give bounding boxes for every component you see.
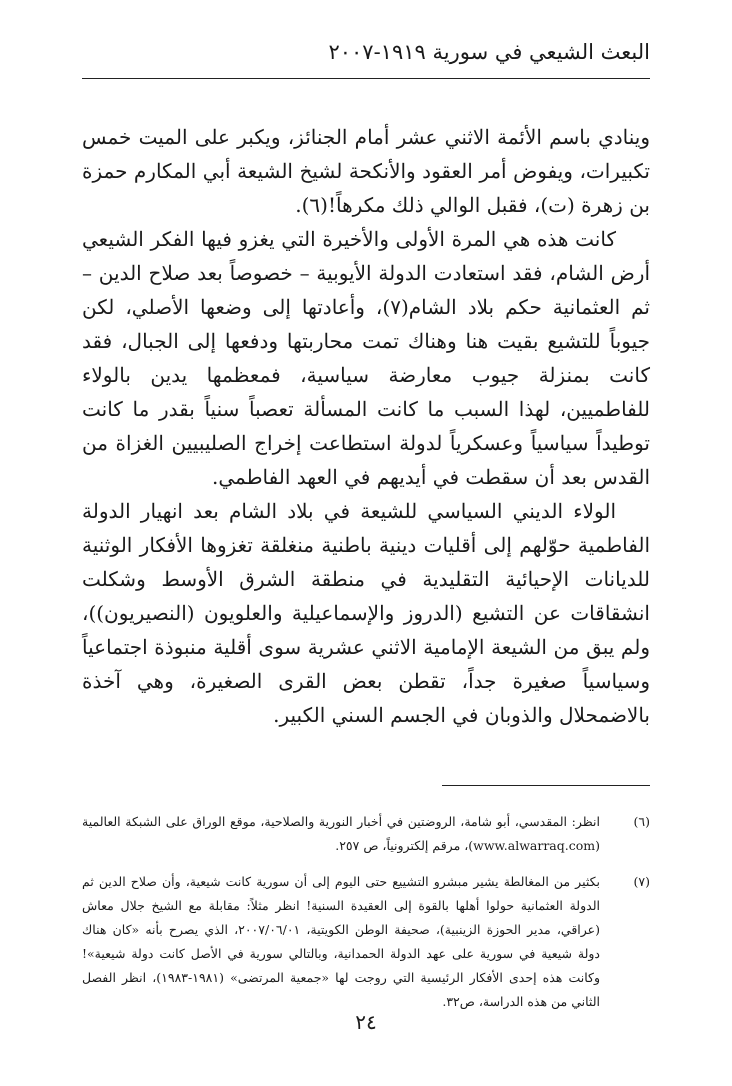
footnote-number: (٧) (633, 874, 650, 889)
footnote-text: انظر: المقدسي، أبو شامة، الروضتين في أخبار النورية والصلاحية، موقع الوراق على الشبكة العالمية (www.alwarraq.com)، مرقم إلكترونياً، ص ٢٥٧. (82, 814, 600, 853)
footnote-text: بكثير من المغالطة يشير مبشرو التشييع حتى اليوم إلى أن سورية كانت شيعية، وأن صلاح الدين ثم الدولة العثمانية حولوا أهلها بالقوة إلى العقيدة السنية! انظر مثلاً: مقابلة مع الشيخ جلال معاش (عراقي، مدير الحوزة الزينبية)، صحيفة الوطن الكويتية، ٢٠٠٧/٠٦/٠١، الذي يصرح بأنه «كان هناك دولة شيعية في سورية على عهد الدولة الحمدانية، وبالتالي سورية في الأصل كانت دولة شيعية»! وكانت هذه إحدى الأفكار الرئيسية التي روجت لها «جمعية المرتضى» (١٩٨١-١٩٨٣)، انظر الفصل الثاني من هذه الدراسة، ص٣٢. (82, 874, 601, 1009)
paragraph: وينادي باسم الأئمة الاثني عشر أمام الجنائز، ويكبر على الميت خمس تكبيرات، ويفوض أمر العقود والأنكحة لشيخ الشيعة أبي المكارم حمزة بن زهرة (ت)، فقبل الوالي ذلك مكرهاً!(٦). (82, 125, 650, 217)
footnotes (82, 810, 650, 1026)
running-head: البعث الشيعي في سورية ١٩١٩-٢٠٠٧ (328, 40, 650, 64)
footnote (82, 810, 650, 858)
footnote-number: (٦) (633, 814, 650, 829)
body-text (82, 120, 650, 732)
footnote (82, 870, 650, 1014)
header-rule (82, 78, 650, 79)
paragraph: الولاء الديني السياسي للشيعة في بلاد الشام بعد انهيار الدولة الفاطمية حوّلهم إلى أقليات دينية باطنية منغلقة تغزوها الأفكار الوثنية للديانات الإحيائية التقليدية في منطقة الشرق الأوسط وشكلت انشقاقات عن التشيع (الدروز والإسماعيلية والعلويون (النصيريون))، ولم يبق من الشيعة الإمامية الاثني عشرية سوى أقلية منبوذة اجتماعياً وسياسياً صغيرة جداً، تقطن بعض القرى الصغيرة، وهي آخذة بالاضمحلال والذوبان في الجسم السني الكبير. (82, 499, 650, 727)
footnote-rule (442, 785, 650, 786)
paragraph: كانت هذه هي المرة الأولى والأخيرة التي يغزو فيها الفكر الشيعي أرض الشام، فقد استعادت الدولة الأيوبية – خصوصاً بعد صلاح الدين – ثم العثمانية حكم بلاد الشام(٧)، وأعادتها إلى وضعها الأصلي، لكن جيوباً للتشيع بقيت هنا وهناك تمت محاربتها ودفعها إلى الجبال، فقد كانت بمنزلة جيوب معارضة سياسية، فمعظمها يدين بالولاء للفاطميين، لهذا السبب ما كانت المسألة تعصباً سنياً بقدر ما كانت توطيداً سياسياً وعسكرياً لدولة استطاعت إخراج الصليبيين الغزاة من القدس بعد أن سقطت في أيديهم في العهد الفاطمي. (82, 227, 650, 489)
page-number: ٢٤ (355, 1010, 377, 1034)
